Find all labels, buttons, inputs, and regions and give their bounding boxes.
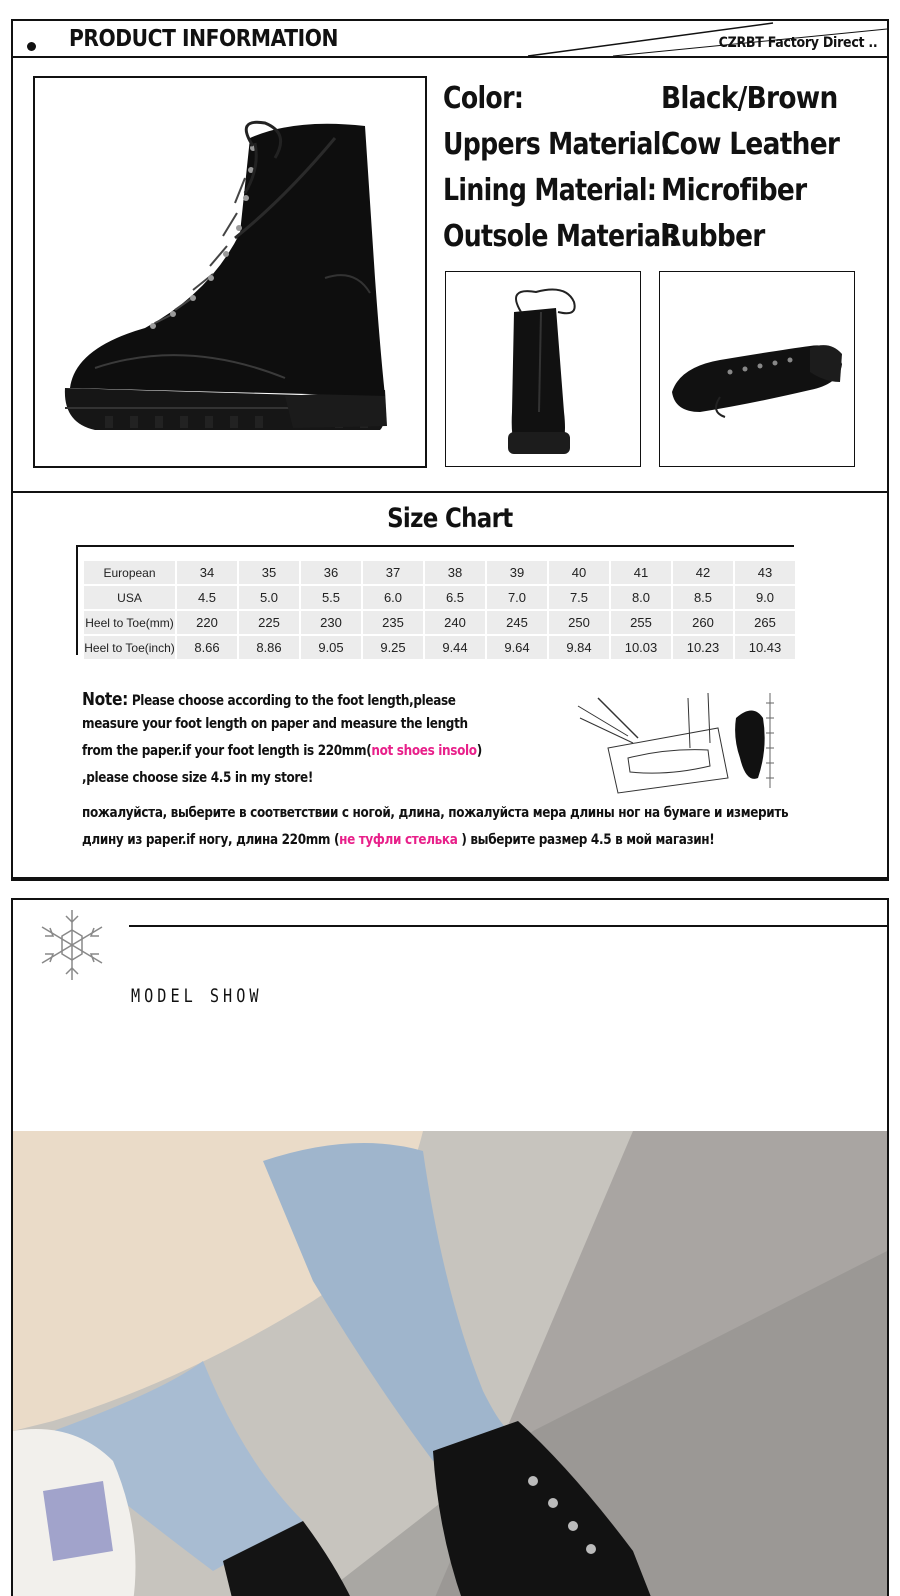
size-cell: 8.5: [673, 586, 733, 609]
main-product-photo: [33, 76, 427, 468]
boot-side-image: [35, 78, 425, 466]
size-cell: 37: [363, 561, 423, 584]
size-cell: 235: [363, 611, 423, 634]
size-cell: 265: [735, 611, 795, 634]
table-rule: [76, 545, 794, 547]
boot-back-image: [446, 272, 639, 465]
product-top-photo: [659, 271, 855, 467]
spec-value-outsole: Rubber: [661, 219, 765, 254]
size-chart-section: [11, 491, 889, 879]
spec-value-color: Black/Brown: [661, 81, 838, 116]
size-cell: 34: [177, 561, 237, 584]
size-cell: 10.43: [735, 636, 795, 659]
size-cell: 5.0: [239, 586, 299, 609]
size-cell: 6.0: [363, 586, 423, 609]
spec-value-lining: Microfiber: [661, 173, 807, 208]
size-cell: 9.0: [735, 586, 795, 609]
size-cell: 10.03: [611, 636, 671, 659]
note-ru-line-2: длину из paper.if ногу, длина 220mm (не туфли стелька ) выберите размер 4.5 в мой магазин!: [82, 832, 715, 848]
note-line-1: Note: Please choose according to the foot length,please: [82, 689, 456, 710]
size-chart-title: Size Chart: [387, 503, 513, 534]
size-cell: 5.5: [301, 586, 361, 609]
size-table-row: [84, 636, 795, 659]
note-line-2: measure your foot length on paper and measure the length: [82, 716, 468, 732]
size-cell: 8.0: [611, 586, 671, 609]
size-table-row: [84, 586, 795, 609]
size-cell: 220: [177, 611, 237, 634]
size-cell: 8.86: [239, 636, 299, 659]
product-back-photo: [445, 271, 641, 467]
size-cell: 7.0: [487, 586, 547, 609]
size-cell: 40: [549, 561, 609, 584]
size-cell: 43: [735, 561, 795, 584]
spec-value-uppers: Cow Leather: [661, 127, 840, 162]
bullet-dot: [27, 42, 36, 51]
section-header: [13, 21, 887, 58]
boot-top-image: [660, 272, 853, 465]
size-row-label: Heel to Toe(inch): [84, 636, 175, 659]
size-table-row: [84, 561, 795, 584]
size-cell: 9.05: [301, 636, 361, 659]
model-show-section: [11, 898, 889, 1596]
size-cell: 255: [611, 611, 671, 634]
model-wearing-boots-image: [13, 1131, 887, 1596]
brand-label: CZRBT Factory Direct ..: [718, 35, 877, 51]
size-cell: 9.44: [425, 636, 485, 659]
product-information-section: [11, 19, 889, 493]
spec-label-color: Color:: [443, 81, 524, 116]
size-cell: 41: [611, 561, 671, 584]
size-cell: 6.5: [425, 586, 485, 609]
foot-measure-illustration: [558, 688, 803, 798]
spec-label-uppers: Uppers Material:: [443, 127, 671, 162]
size-cell: 260: [673, 611, 733, 634]
size-cell: 7.5: [549, 586, 609, 609]
size-cell: 245: [487, 611, 547, 634]
size-cell: 39: [487, 561, 547, 584]
size-cell: 4.5: [177, 586, 237, 609]
size-cell: 9.84: [549, 636, 609, 659]
size-cell: 240: [425, 611, 485, 634]
note-line-3: from the paper.if your foot length is 220mm(not shoes insolo): [82, 743, 482, 759]
spec-label-outsole: Outsole Material:: [443, 219, 678, 254]
size-row-label: Heel to Toe(mm): [84, 611, 175, 634]
size-cell: 38: [425, 561, 485, 584]
model-rule: [129, 925, 887, 927]
model-photo: [13, 1131, 887, 1596]
size-cell: 10.23: [673, 636, 733, 659]
size-cell: 9.25: [363, 636, 423, 659]
spec-label-lining: Lining Material:: [443, 173, 657, 208]
section-divider: [11, 877, 889, 881]
section-title: PRODUCT INFORMATION: [69, 26, 339, 52]
size-cell: 225: [239, 611, 299, 634]
size-cell: 36: [301, 561, 361, 584]
size-cell: 8.66: [177, 636, 237, 659]
size-table: [82, 559, 797, 661]
size-cell: 42: [673, 561, 733, 584]
size-row-label: European: [84, 561, 175, 584]
note-line-4: ,please choose size 4.5 in my store!: [82, 770, 313, 786]
table-rule-vertical: [76, 545, 78, 655]
snowflake-icon: [39, 908, 105, 982]
size-cell: 230: [301, 611, 361, 634]
model-show-title: MODEL SHOW: [131, 985, 263, 1007]
size-table-row: [84, 611, 795, 634]
note-ru-line-1: пожалуйста, выберите в соответствии с ногой, длина, пожалуйста мера длины ног на бумаге и измерить: [82, 805, 789, 821]
size-row-label: USA: [84, 586, 175, 609]
size-cell: 9.64: [487, 636, 547, 659]
size-cell: 35: [239, 561, 299, 584]
size-cell: 250: [549, 611, 609, 634]
